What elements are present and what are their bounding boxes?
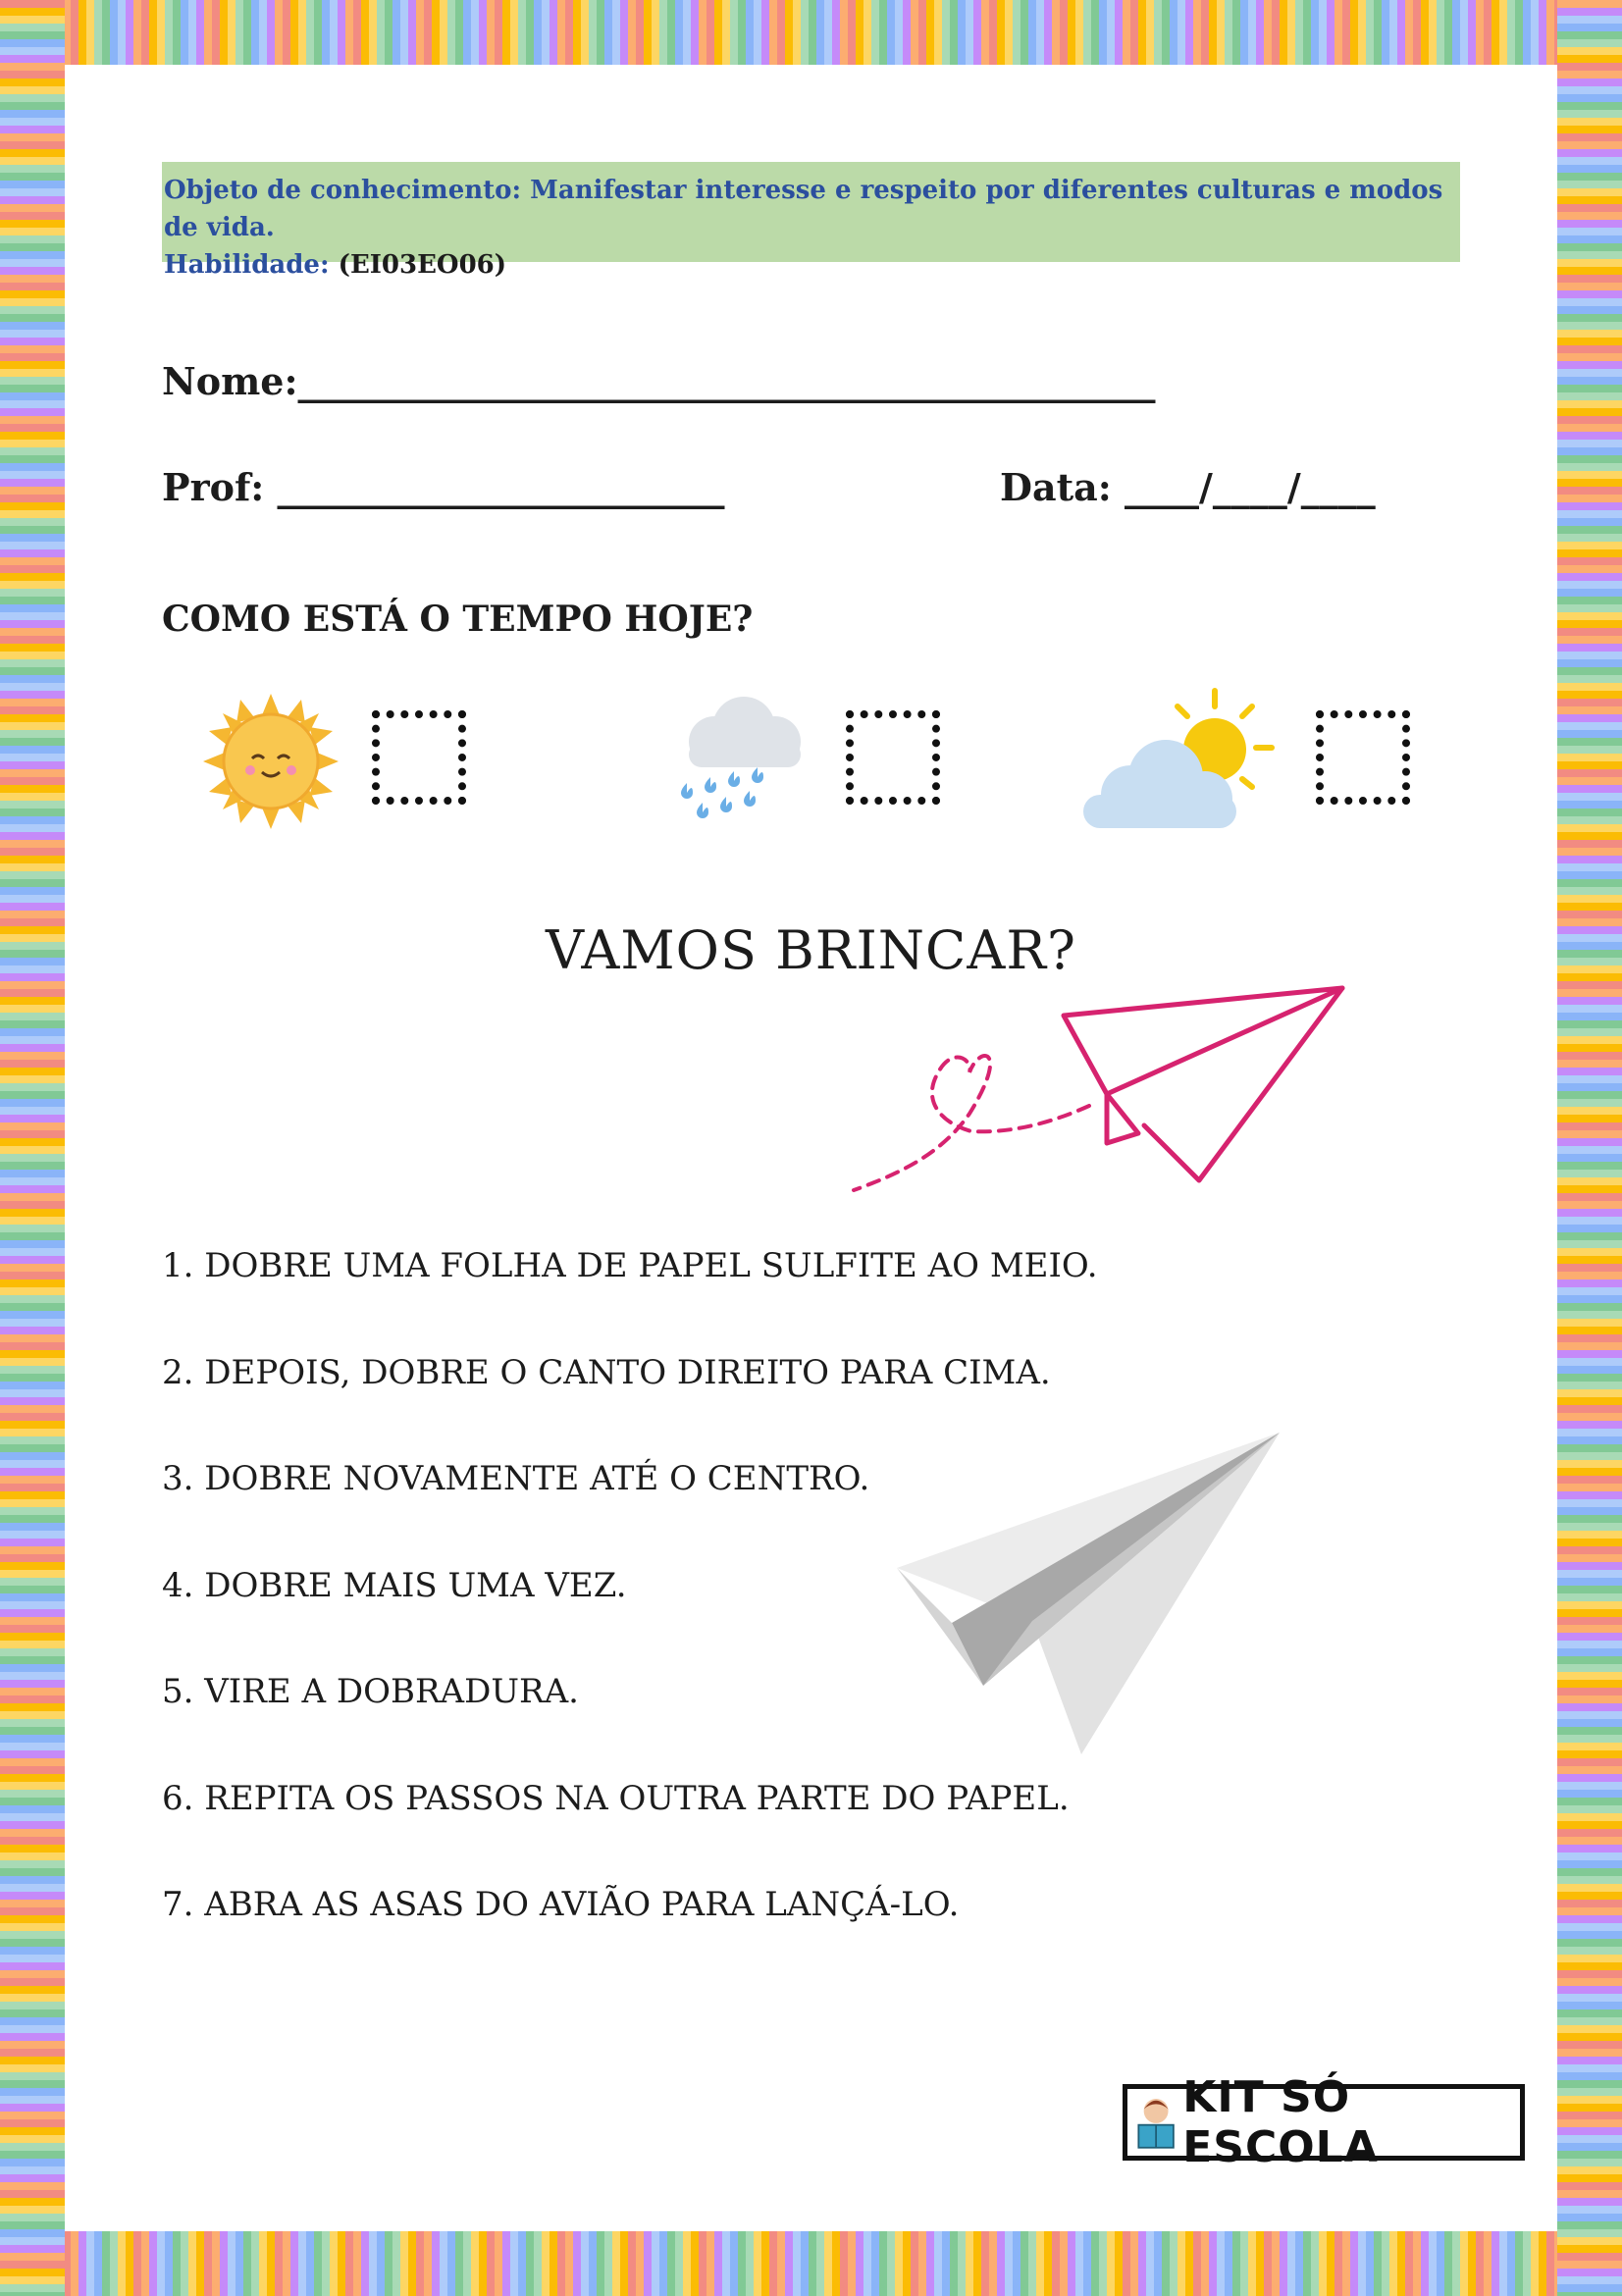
instruction-step: 5. VIRE A DOBRADURA. [162,1672,579,1711]
instruction-step: 7. ABRA AS ASAS DO AVIÃO PARA LANÇÁ-LO. [162,1885,960,1924]
habilidade-code: (EI03EO06) [338,250,507,280]
sun-icon [201,692,340,831]
instruction-step: 1. DOBRE UMA FOLHA DE PAPEL SULFITE AO MEIO. [162,1246,1098,1285]
rain-cloud-icon [673,693,807,824]
date-field[interactable]: Data: ____/____/____ [1000,465,1376,509]
pencil-border-right [1557,0,1622,2296]
rain-checkbox[interactable] [846,710,940,805]
instruction-step: 4. DOBRE MAIS UMA VEZ. [162,1565,627,1605]
logo-text: KIT SÓ ESCOLA [1182,2072,1379,2172]
instruction-step: 6. REPITA OS PASSOS NA OUTRA PARTE DO PAPEL. [162,1778,1070,1818]
student-reading-icon [1133,2090,1178,2155]
pink-paper-plane-icon [844,976,1354,1197]
objective-box [162,162,1460,280]
objective-line [164,172,1458,246]
instruction-step: 2. DEPOIS, DOBRE O CANTO DIREITO PARA CIMA. [162,1352,1051,1392]
kit-so-escola-logo [1123,2072,1525,2172]
sun-checkbox[interactable] [372,710,466,805]
teacher-field[interactable]: Prof: ________________________ [162,465,725,509]
paper-airplane-icon [895,1431,1282,1756]
habilidade-line [164,246,1458,284]
name-field[interactable]: Nome:______________________________________________ [162,359,1156,403]
pencil-border-bottom [0,2231,1622,2296]
instruction-step: 3. DOBRE NOVAMENTE ATÉ O CENTRO. [162,1459,870,1498]
weather-question: COMO ESTÁ O TEMPO HOJE? [162,599,754,640]
activity-title: VAMOS BRINCAR? [546,919,1076,981]
pencil-border-left [0,0,65,2296]
partly-cloudy-checkbox[interactable] [1316,710,1410,805]
habilidade-label: Habilidade: [164,250,330,280]
pencil-border-top [0,0,1622,65]
partly-cloudy-icon [1079,687,1276,834]
objective-label: Objeto de conhecimento: [164,176,522,205]
objective-text: Manifestar interesse e respeito por diferentes culturas e modos de vida. [164,176,1443,242]
